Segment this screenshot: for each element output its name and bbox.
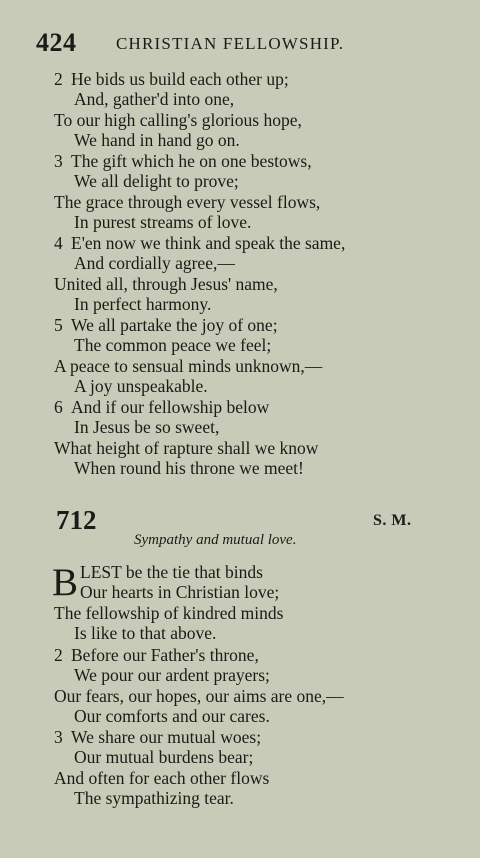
verse-number: 3 [54, 151, 63, 171]
hymn-verse-1 [54, 562, 283, 643]
verse-line: We share our mutual woes; [71, 727, 262, 747]
hymn-meter: S. M. [373, 512, 412, 529]
hymn-subtitle: Sympathy and mutual love. [134, 532, 297, 548]
verse-line: And often for each other flows [54, 767, 270, 788]
verse-line: In Jesus be so sweet, [74, 417, 220, 438]
verse-line: We all delight to prove; [74, 171, 239, 192]
verse-line: And if our fellowship below [71, 397, 270, 417]
hymn-verse-3 [54, 727, 269, 808]
prev-hymn-verse-6 [54, 397, 318, 478]
verse-number: 6 [54, 397, 63, 417]
verse-number: 4 [54, 233, 63, 253]
page-number: 424 [36, 28, 77, 57]
verse-line: A peace to sensual minds unknown,— [54, 355, 323, 376]
verse-line: And cordially agree,— [74, 253, 235, 274]
hymn-verse-2 [54, 645, 344, 726]
verse-line: In purest streams of love. [74, 211, 252, 232]
prev-hymn-verse-4 [54, 233, 345, 314]
verse-line: When round his throne we meet! [74, 457, 304, 478]
prev-hymn-verse-3 [54, 151, 320, 232]
verse-line: Our fears, our hopes, our aims are one,— [54, 685, 344, 706]
verse-line: Our hearts in Christian love; [80, 582, 280, 603]
verse-number: 3 [54, 727, 63, 747]
verse-line: In perfect harmony. [74, 293, 212, 314]
page-header [36, 28, 456, 58]
verse-line: United all, through Jesus' name, [54, 273, 278, 294]
verse-line: To our high calling's glorious hope, [54, 109, 302, 130]
verse-line: We pour our ardent prayers; [74, 665, 270, 686]
verse-line: Before our Father's throne, [71, 645, 259, 665]
verse-line: A joy unspeakable. [74, 375, 208, 396]
running-title: CHRISTIAN FELLOWSHIP. [116, 34, 345, 53]
verse-line: E'en now we think and speak the same, [71, 233, 346, 253]
verse-line: LEST be the tie that binds [80, 562, 263, 582]
verse-line: And, gather'd into one, [74, 89, 235, 110]
verse-line: Our mutual burdens bear; [74, 747, 254, 768]
verse-line: The gift which he on one bestows, [71, 151, 312, 171]
verse-number: 2 [54, 69, 63, 89]
verse-number: 5 [54, 315, 63, 335]
verse-line: Is like to that above. [74, 622, 217, 643]
hymn-number: 712 [56, 505, 97, 535]
verse-number: 2 [54, 645, 63, 665]
verse-line: Our comforts and our cares. [74, 705, 270, 726]
verse-line: We all partake the joy of one; [71, 315, 278, 335]
verse-line: What height of rapture shall we know [54, 437, 319, 458]
verse-line: The grace through every vessel flows, [54, 191, 321, 212]
prev-hymn-verse-5 [54, 315, 322, 396]
verse-line: The common peace we feel; [74, 335, 272, 356]
verse-line: He bids us build each other up; [71, 69, 289, 89]
prev-hymn-verse-2 [54, 69, 302, 150]
verse-line: The fellowship of kindred minds [54, 602, 284, 623]
drop-cap: B [52, 561, 79, 604]
verse-line: The sympathizing tear. [74, 787, 234, 808]
verse-line: We hand in hand go on. [74, 129, 240, 150]
